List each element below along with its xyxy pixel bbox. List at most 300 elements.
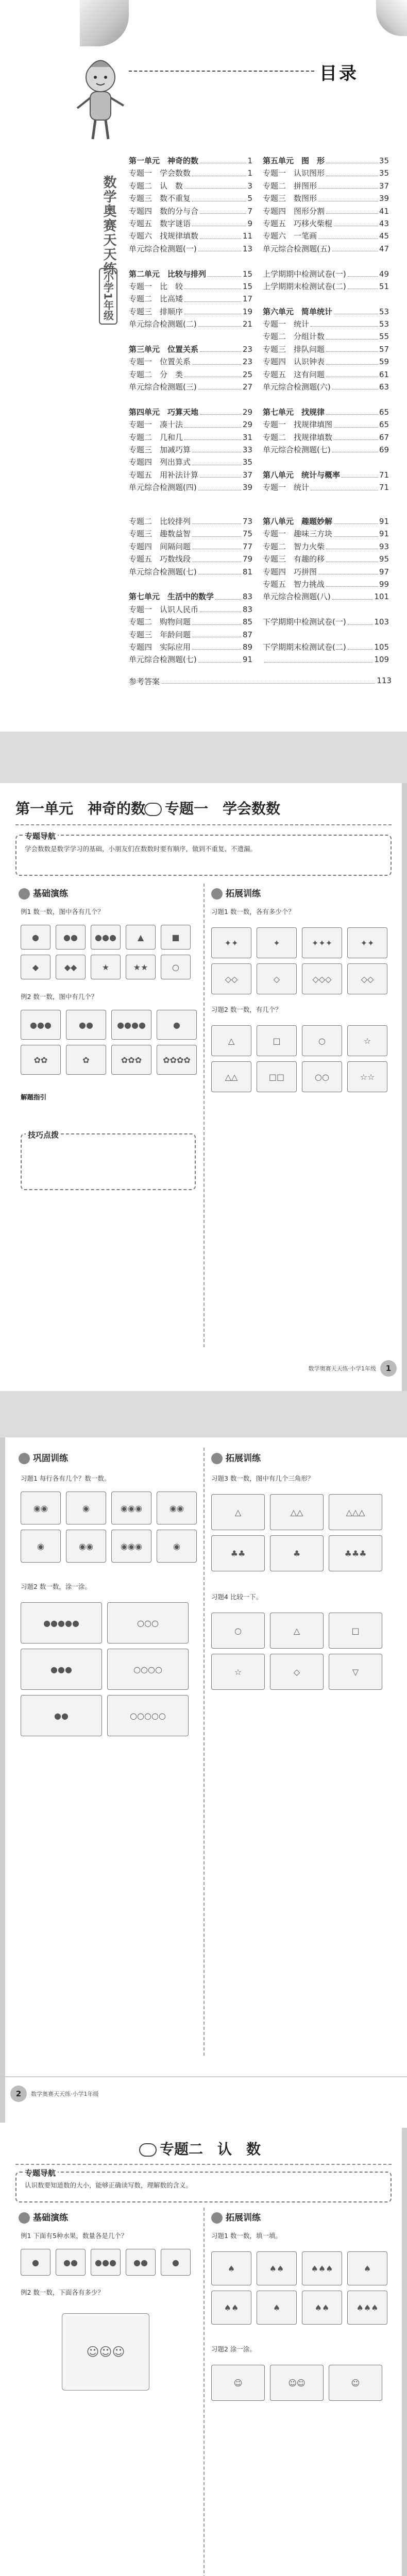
toc-entry-page: 11 [242,231,252,241]
unit-heading: 第一单元 神奇的数 [15,800,146,817]
toc-entry-label: 专题二 智力火柴 [263,541,325,551]
toc-entry-page: 61 [379,369,389,379]
toc-row[interactable] [263,553,389,565]
toc-leader-dots [208,268,241,277]
toc-row[interactable] [129,192,252,205]
flower-icon: ✿✿✿ [111,1045,151,1075]
toc-row[interactable] [129,393,252,405]
bead-row-icon: ●●●●● [21,1602,102,1643]
tip-box [15,835,392,876]
toc-leader-dots [326,167,378,176]
toc-entry-label: 专题四 巧拼图 [263,567,317,577]
apple-icon: ●●●● [111,1010,151,1040]
toc-unit-row[interactable] [129,343,252,355]
toc-row[interactable] [263,192,389,205]
tip-text: 学会数数是数学学习的基础，小朋友们在数数时要有顺序，做到不重复、不遗漏。 [25,845,257,853]
toc-entry-label: 专题三 数图形 [263,194,317,204]
shape-icon: □ [257,1025,297,1056]
triangle-icon: △△△ [329,1494,382,1530]
toc-entry-page: 85 [242,617,252,627]
question-2: 习题2 数一数，有几个？ [211,1006,282,1013]
toc-row[interactable] [263,456,389,468]
toc-leader-dots [332,243,378,251]
toc-entry-label: 第七单元 生活中的数学 [129,592,214,602]
child-icon: ☺ [211,2365,265,2401]
balloon-icon: ♠♠ [211,2291,251,2325]
animal-icon: ★★ [126,955,156,979]
topic-heading-text: 专题二 认 数 [160,2141,261,2158]
toc-entry-page: 35 [379,168,389,178]
column-divider [204,884,205,1347]
toc-page [0,0,407,732]
mascot-icon [70,57,131,144]
question-2: 习题2 数一数，涂一涂。 [21,1583,91,1590]
toc-entry-page: 91 [379,529,389,539]
toc-row[interactable] [263,629,389,641]
toc-entry-page: 41 [379,206,389,216]
toc-row[interactable] [129,515,252,528]
toc-entry-page: 79 [242,554,252,564]
toc-entry-page: 89 [242,642,252,652]
toc-entry-label: 第四单元 巧算天地 [129,407,199,417]
toc-leader-dots [200,603,241,612]
toc-entry-label: 专题三 有趣的移 [263,554,325,564]
toc-leader-dots [198,653,241,662]
toc-row[interactable] [263,167,389,179]
page-curl-decoration [80,0,129,46]
toc-row[interactable] [263,280,389,293]
toc-leader-dots [318,192,378,201]
toc-row[interactable] [129,381,252,393]
toc-entry-page: 109 [374,655,389,665]
toc-entry-page: 73 [242,517,252,526]
bird-icon: ✦✦ [211,927,251,958]
toc-entry-label: 专题五 这有问题 [263,369,325,379]
question-1: 习题1 每行各有几个？数一数。 [21,1475,111,1482]
toc-unit-row[interactable] [263,406,389,418]
toc-row[interactable] [129,566,252,578]
toc-entry-page: 71 [379,483,389,493]
toc-leader-dots [326,355,378,364]
toc-entry-label: 下学期期末检测试卷(二) [263,642,346,652]
toc-row[interactable] [129,293,252,305]
toc-leader-dots [184,280,241,289]
example-1-figures [21,2249,191,2276]
toc-unit-row[interactable] [129,268,252,280]
toc-entry-page: 29 [242,407,252,417]
toc-leader-dots [200,155,246,163]
toc-entry-label: 专题一 趣味三方块 [263,529,333,539]
toc-entry-label: 专题四 数的分与合 [129,206,199,216]
toc-column-3 [129,515,252,666]
toc-entry-label: 上学期期末检测试卷(二) [263,281,346,291]
toc-entry-label: 专题四 认识钟表 [263,357,325,367]
toc-entry-label: 专题一 位置关系 [129,357,191,367]
toc-entry-label: 第三单元 位置关系 [129,344,199,354]
toc-reference-row[interactable] [129,676,392,687]
toc-row[interactable] [263,255,389,267]
toc-row[interactable] [129,469,252,481]
toc-entry-label: 单元综合检测题(五) [263,244,331,253]
toc-leader-dots [326,155,378,163]
toc-row[interactable] [263,293,389,305]
toc-leader-dots [192,444,241,452]
balloon-icon: ♠♠♠ [347,2291,387,2325]
toc-entry-label: 第二单元 比较与排列 [129,269,207,279]
triangle-icon: △△ [270,1494,324,1530]
toc-leader-dots [192,515,241,524]
toc-row[interactable] [129,230,252,242]
toc-entry-label: 专题二 比高矮 [129,294,183,304]
toc-leader-dots [334,418,378,427]
shape-icon: ○○ [302,1061,342,1092]
page-number: 1 [380,1360,397,1377]
toc-leader-dots [200,205,246,214]
toc-row[interactable] [129,481,252,494]
toc-entry-label: 专题一 凑十法 [129,420,183,430]
page-gap [0,1391,407,1437]
topic-heading [139,2138,261,2159]
toc-row[interactable] [129,368,252,381]
toc-entry-page: 19 [242,307,252,316]
workbook-page-2 [0,1437,407,2123]
toc-row[interactable] [263,243,389,255]
toc-row[interactable] [263,355,389,368]
toc-row[interactable] [263,540,389,553]
toc-entry-label: 专题一 比 较 [129,281,183,291]
toc-entry-label: 专题三 排顺序 [129,307,183,316]
toc-row[interactable] [129,180,252,192]
toc-leader-dots [264,653,372,662]
toc-entry-label: 专题一 认识图形 [263,168,325,178]
toc-entry-page: 57 [379,344,389,354]
toc-row[interactable] [263,603,389,616]
child-icon: ☺☺ [270,2365,324,2401]
toc-leader-dots [184,293,241,301]
toc-row[interactable] [263,481,389,494]
topic-heading-text: 专题一 学会数数 [165,800,281,817]
toc-row[interactable] [129,528,252,540]
toc-entry-label: 专题四 实际应用 [129,642,191,652]
toc-entry-label: 专题三 排队问题 [263,344,325,354]
fish-icon: ◇ [257,963,297,994]
balloon-icon: ♠♠ [257,2251,297,2285]
toc-row[interactable] [263,418,389,431]
analysis-label: 解题指引 [21,1093,47,1101]
animal-icon: ★ [91,955,121,979]
toc-entry-page: 1 [247,156,252,165]
toc-entry-page: 15 [242,269,252,279]
shape-icon: ○ [302,1025,342,1056]
toc-entry-page: 95 [379,554,389,564]
practice-tag: 拓展训练 [211,886,261,900]
fish-icon: ◇◇◇ [302,963,342,994]
example-1: 例1 数一数，图中各有几个？ [21,908,104,916]
toc-entry-page: 93 [379,541,389,551]
toc-row[interactable] [129,418,252,431]
toc-entry-page: 81 [242,567,252,577]
toc-entry-label: 专题一 认识人民币 [129,604,199,614]
toc-entry-label: 专题二 找规律填数 [263,432,333,442]
toc-row[interactable] [129,616,252,628]
toc-row[interactable] [129,456,252,468]
toc-entry-page: 91 [242,655,252,665]
question-2-figures [21,1602,189,1736]
toc-row[interactable] [263,616,389,628]
toc-entry-label: 单元综合检测题(六) [263,382,331,392]
toc-unit-row[interactable] [129,590,252,603]
toc-row[interactable] [263,641,389,653]
toc-entry-page: 53 [379,307,389,316]
balloon-icon: ♠ [347,2251,387,2285]
animal-icon: ◆◆ [56,955,86,979]
example-2-figures [21,1010,197,1075]
toc-entry-page: 91 [379,517,389,526]
toc-leader-dots [326,406,378,415]
toc-leader-dots [192,167,246,176]
toc-unit-row[interactable] [263,515,389,528]
toc-entry-label: 专题二 分 类 [129,369,183,379]
toc-row[interactable] [129,431,252,444]
toc-row[interactable] [129,355,252,368]
toc-entry-label: 单元综合检测题(七) [263,445,331,454]
toc-row[interactable] [263,230,389,242]
column-divider [204,2208,205,2576]
toc-entry-page: 31 [242,432,252,442]
toc-entry-label: 第五单元 图 形 [263,156,325,165]
toc-entry-page: 37 [242,470,252,480]
example-2: 例2 数一数，下面各有多少？ [21,2289,104,2296]
example-1-figures [21,925,191,979]
toc-entry-label: 专题三 加减巧算 [129,445,191,454]
toc-row[interactable] [129,280,252,293]
toc-row[interactable] [129,540,252,553]
toc-row[interactable] [263,368,389,381]
toc-row[interactable] [129,629,252,641]
toc-leader-dots [334,431,378,440]
toc-row[interactable] [263,393,389,405]
toc-row[interactable] [263,444,389,456]
toc-entry-page: 21 [242,319,252,329]
toc-entry-label: 第七单元 找规律 [263,407,325,417]
toc-row[interactable] [263,268,389,280]
toc-leader-dots [326,540,378,549]
balloon-icon: ♠♠ [302,2291,342,2325]
toc-row[interactable] [129,578,252,590]
fruit-icon: ●●● [91,925,121,950]
toc-row[interactable] [263,653,389,666]
example-1: 例1 下面有5种水果，数量各是几个？ [21,2232,128,2240]
toc-leader-dots [184,418,241,427]
toc-row[interactable] [129,603,252,616]
toc-leader-dots [192,528,241,536]
toc-leader-dots [326,330,378,339]
toc-row[interactable] [263,330,389,343]
series-title: 数学奥赛天天练 [101,175,116,276]
toc-row[interactable] [129,641,252,653]
example-2: 例2 数一数，图中有几个？ [21,993,98,1001]
toc-header-line [129,71,314,72]
toc-entry-page: 49 [379,269,389,279]
toc-entry-page: 75 [242,529,252,539]
bead-row-icon: ●●● [21,1649,102,1690]
toc-leader-dots [348,616,373,624]
toc-entry-label: 单元综合检测题(二) [129,319,197,329]
toc-leader-dots [334,306,378,314]
toc-row[interactable] [263,180,389,192]
toc-row[interactable] [129,318,252,330]
toc-leader-dots [184,368,241,377]
toc-leader-dots [318,180,378,189]
toc-entry-label: 上学期期中检测试卷(一) [263,269,346,279]
toc-leader-dots [184,431,241,440]
flower-icon: ✿✿✿✿ [157,1045,197,1075]
toc-reference-page: 113 [377,676,392,685]
toc-entry-label: 专题六 一笔画 [263,231,317,241]
toc-leader-dots [326,553,378,562]
vegetable-icon: ♣♣ [211,1535,265,1571]
page-number: 2 [10,2086,27,2102]
toc-entry-label: 专题三 趣数益智 [129,529,191,539]
toc-entry-label: 专题四 间隔问题 [129,541,191,551]
toc-row[interactable] [263,578,389,590]
fruit-icon: ●● [126,2249,156,2276]
toc-column-4 [263,515,389,666]
toc-row[interactable] [129,205,252,217]
toc-entry-page: 83 [242,592,252,602]
toc-row[interactable] [129,217,252,230]
toc-unit-row[interactable] [263,155,389,167]
toc-leader-dots [200,406,241,415]
toc-unit-row[interactable] [129,155,252,167]
question-1-figures [21,1492,197,1563]
question-1: 习题1 数一数，填一填。 [211,2232,282,2240]
page-gap [0,732,407,783]
toc-entry-page: 7 [247,206,252,216]
toc-leader-dots [192,553,241,562]
toc-row[interactable] [263,431,389,444]
toc-leader-dots [192,629,241,637]
workbook-page-3 [0,2128,407,2576]
toc-leader-dots [200,343,241,352]
toc-entry-page: 69 [379,445,389,454]
toc-entry-page: 47 [379,244,389,253]
duck-icon: ◉◉◉ [111,1492,151,1524]
triangle-icon: △ [211,1494,265,1530]
toc-row[interactable] [263,381,389,393]
toc-entry-page: 83 [242,604,252,614]
expand-tag: 拓展训练 [211,1451,261,1464]
toc-leader-dots [326,343,378,352]
toc-entry-label: 单元综合检测题(一) [129,244,197,253]
toc-leader-dots [326,578,378,587]
children-picture: ☺☺☺ [62,2313,149,2391]
balloon-icon: ♠ [211,2251,251,2285]
toc-row[interactable] [129,330,252,343]
toc-entry-label: 专题五 巧数线段 [129,554,191,564]
toc-row[interactable] [129,243,252,255]
duck-icon: ◉ [66,1492,106,1524]
series-grade-badge: 小学1年级 [99,268,117,325]
toc-leader-dots [334,515,378,524]
toc-entry-page: 87 [242,630,252,639]
page-footer: 数学奥赛天天练·小学1年级 [308,1365,376,1372]
toc-row[interactable] [263,566,389,578]
tip-tag: 专题导航 [23,2167,58,2178]
apple-icon: ●●● [21,1010,61,1040]
vegetable-icon: ♣♣♣ [329,1535,382,1571]
toc-unit-row[interactable] [263,306,389,318]
toc-entry-label: 单元综合检测题(四) [129,483,197,493]
toc-entry-page: 65 [379,420,389,430]
balloon-icon: ♠ [257,2291,297,2325]
toc-row[interactable] [129,553,252,565]
toc-unit-row[interactable] [129,406,252,418]
toc-entry-page: 35 [242,457,252,467]
shape-icon: ☆☆ [347,1061,387,1092]
toc-column-2 [263,155,389,494]
animal-icon: ○ [161,955,191,979]
toc-entry-label: 专题二 拼图形 [263,181,317,191]
toc-entry-label: 第六单元 简单统计 [263,307,333,316]
toc-row[interactable] [129,653,252,666]
toc-entry-page: 45 [379,231,389,241]
shape-icon: ☆ [211,1654,265,1690]
bird-icon: ✦ [257,927,297,958]
toc-leader-dots [198,381,241,389]
toc-row[interactable] [129,167,252,179]
toc-entry-page: 27 [242,382,252,392]
toc-entry-label: 专题二 购物问题 [129,617,191,627]
toc-leader-dots [192,355,241,364]
toc-row[interactable] [263,217,389,230]
apple-icon: ● [157,1010,197,1040]
toc-row[interactable] [263,590,389,603]
bird-icon: ✦✦ [347,927,387,958]
bead-row-icon: ○○○ [107,1602,189,1643]
toc-header [129,59,386,84]
toc-entry-label: 专题一 找规律填图 [263,420,333,430]
shape-icon: ▽ [329,1654,382,1690]
toc-row[interactable] [263,528,389,540]
toc-leader-dots [311,481,378,490]
toc-entry-page: 39 [379,194,389,204]
apple-icon: ●● [66,1010,106,1040]
toc-row[interactable] [263,318,389,330]
toc-entry-page: 17 [242,294,252,304]
toc-row[interactable] [129,306,252,318]
toc-row[interactable] [129,255,252,267]
toc-entry-label: 单元综合检测题(三) [129,382,197,392]
toc-entry-page: 23 [242,344,252,354]
toc-row[interactable] [263,343,389,355]
toc-entry-page: 25 [242,369,252,379]
toc-row[interactable] [263,205,389,217]
toc-leader-dots [326,205,378,214]
topic-badge-icon [144,803,162,816]
page-curl-decoration-right [376,0,407,36]
page-footer: 数学奥赛天天练·小学1年级 [31,2091,99,2097]
toc-unit-row[interactable] [263,469,389,481]
toc-entry-page: 43 [379,218,389,228]
fruit-icon: ● [21,925,50,950]
toc-entry-page: 103 [374,617,389,627]
toc-row[interactable] [129,444,252,456]
toc-entry-page: 53 [379,319,389,329]
toc-entry-label: 单元综合检测题(八) [263,592,331,602]
toc-entry-page: 37 [379,181,389,191]
basic-tag: 基础演练 [19,2210,68,2224]
